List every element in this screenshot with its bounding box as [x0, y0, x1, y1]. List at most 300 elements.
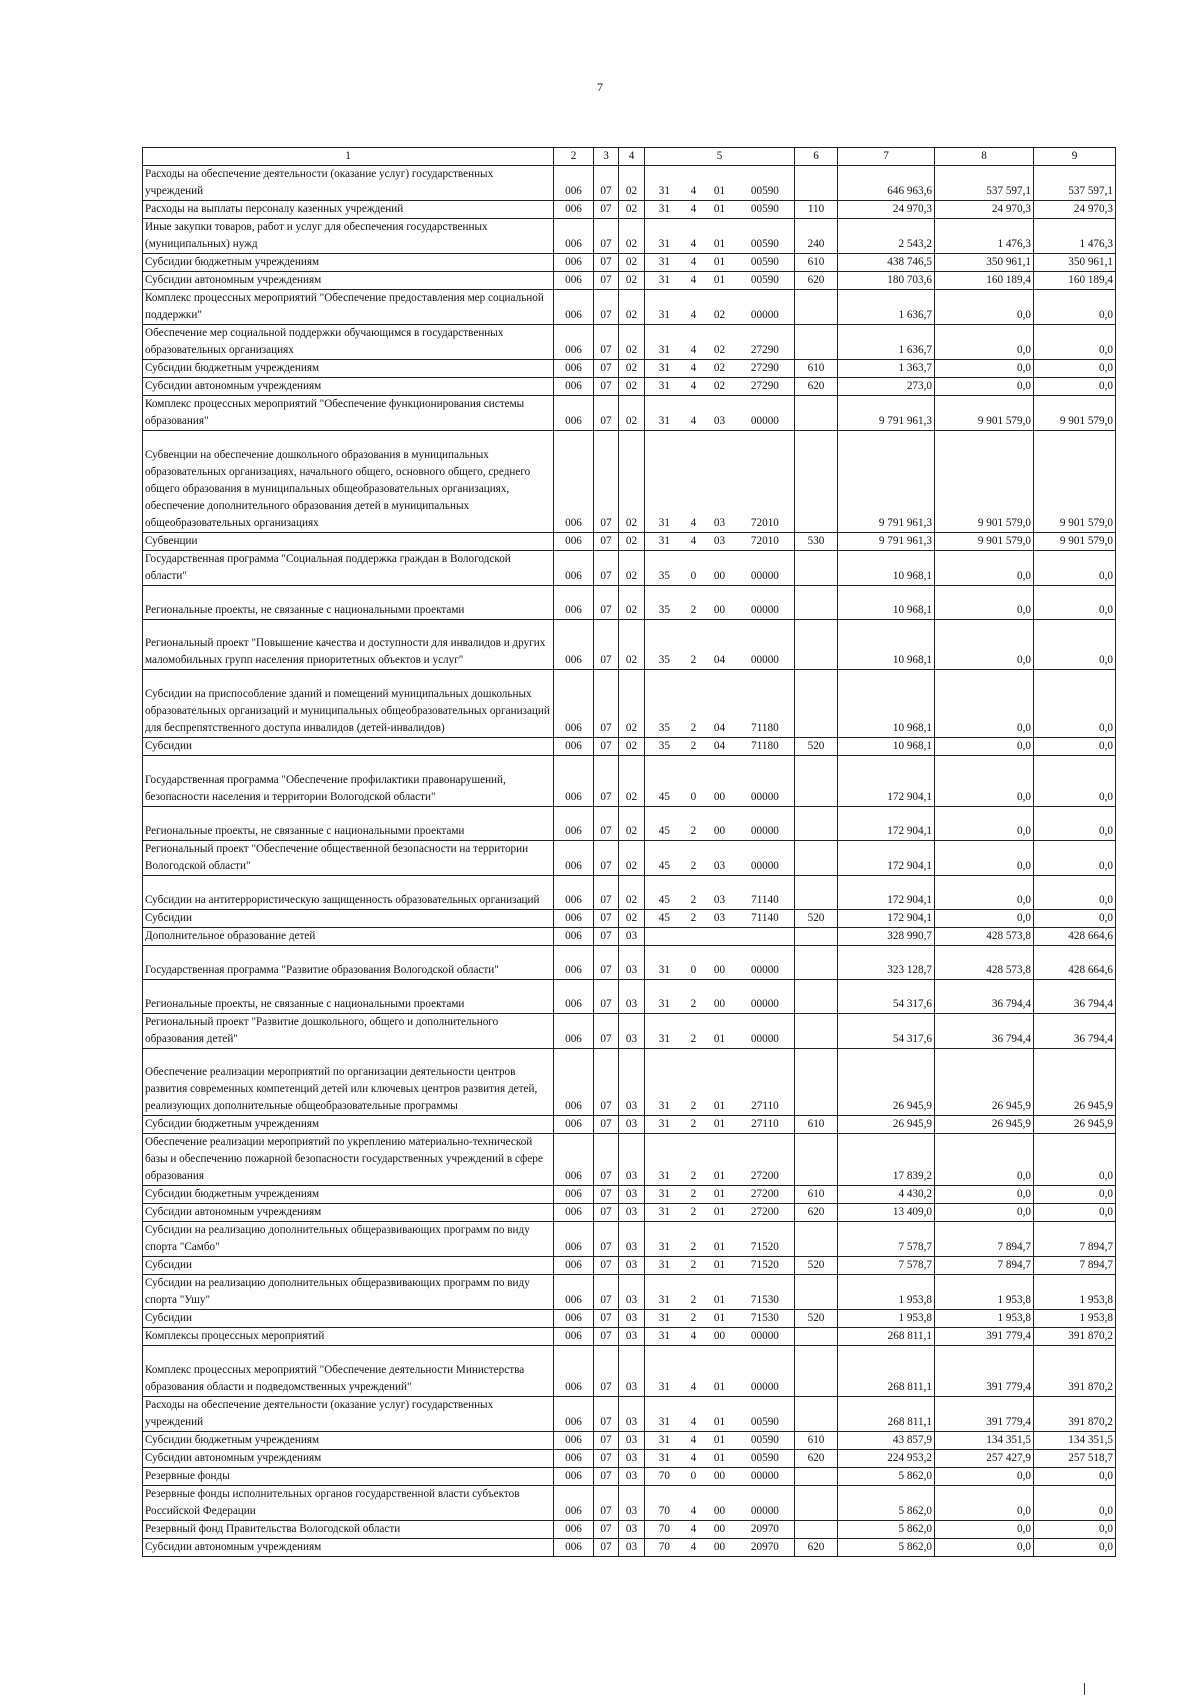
- target-article-part: 4: [690, 380, 697, 392]
- subsection-code: 02: [619, 378, 645, 396]
- target-article-part: 27290: [750, 380, 779, 392]
- amount-col-7: 268 811,1: [838, 1328, 935, 1346]
- ministry-code: 006: [554, 1468, 594, 1486]
- table-row: [143, 1328, 1116, 1346]
- target-article-code: [645, 1432, 795, 1450]
- amount-col-8: 0,0: [935, 840, 1034, 875]
- ministry-code: 006: [554, 840, 594, 875]
- target-article-code: [645, 166, 795, 201]
- target-article-part: 35: [658, 722, 670, 735]
- expense-type-code: 610: [795, 1432, 838, 1450]
- amount-col-7: 13 409,0: [838, 1204, 935, 1222]
- row-name: Субсидии: [143, 738, 554, 756]
- amount-col-7: 54 317,6: [838, 979, 935, 1013]
- target-article-part: 35: [658, 654, 670, 667]
- amount-col-7: 10 968,1: [838, 585, 935, 619]
- ministry-code: 006: [554, 909, 594, 927]
- amount-col-9: 0,0: [1034, 1134, 1116, 1186]
- expense-type-code: [795, 1397, 838, 1432]
- subsection-code: 02: [619, 254, 645, 272]
- subsection-code: 03: [619, 1048, 645, 1116]
- target-article-part: 27200: [750, 1206, 779, 1219]
- target-article-code: [645, 396, 795, 431]
- row-name: Комплекс процессных мероприятий "Обеспечение функционирования системы образования": [143, 396, 554, 431]
- expense-type-code: 610: [795, 254, 838, 272]
- amount-col-7: 438 746,5: [838, 254, 935, 272]
- amount-col-8: 0,0: [935, 585, 1034, 619]
- target-article-part: 4: [690, 344, 697, 356]
- target-article-part: 31: [658, 1452, 670, 1465]
- target-article-part: 01: [713, 1206, 726, 1219]
- ministry-code: 006: [554, 1328, 594, 1346]
- amount-col-7: 273,0: [838, 378, 935, 396]
- amount-col-9: 0,0: [1034, 585, 1116, 619]
- amount-col-7: 224 953,2: [838, 1450, 935, 1468]
- header-row: [143, 148, 1116, 166]
- amount-col-8: 9 901 579,0: [935, 431, 1034, 533]
- amount-col-8: 7 894,7: [935, 1222, 1034, 1257]
- target-article-part: 45: [658, 824, 670, 837]
- ministry-code: 006: [554, 1116, 594, 1134]
- section-code: 07: [594, 738, 619, 756]
- row-name: Региональный проект "Развитие дошкольного, общего и дополнительного образования детей": [143, 1013, 554, 1048]
- section-code: 07: [594, 550, 619, 585]
- row-name: Субсидии: [143, 1310, 554, 1328]
- section-code: 07: [594, 807, 619, 841]
- section-code: 07: [594, 1222, 619, 1257]
- amount-col-8: 26 945,9: [935, 1116, 1034, 1134]
- target-article-part: 4: [690, 516, 697, 529]
- target-article-part: 01: [713, 1434, 726, 1447]
- amount-col-9: 0,0: [1034, 738, 1116, 756]
- subsection-code: 03: [619, 1257, 645, 1275]
- ministry-code: 006: [554, 1204, 594, 1222]
- target-article-part: 71140: [751, 911, 779, 924]
- expense-type-code: 610: [795, 360, 838, 378]
- section-code: 07: [594, 1257, 619, 1275]
- section-code: 07: [594, 1539, 619, 1557]
- target-article-code: [645, 360, 795, 378]
- table-row: [143, 1450, 1116, 1468]
- target-article-part: 2: [690, 1312, 697, 1325]
- amount-col-7: 5 862,0: [838, 1468, 935, 1486]
- target-article-part: 31: [658, 516, 670, 529]
- expense-type-code: [795, 807, 838, 841]
- target-article-part: 04: [713, 722, 726, 735]
- section-code: 07: [594, 1397, 619, 1432]
- target-article-part: 31: [658, 1118, 670, 1131]
- row-name: Обеспечение реализации мероприятий по организации деятельности центров развития современных компетенций детей или ключевых центров развития детей, реализующих дополнительные общеобразовательные программы: [143, 1048, 554, 1116]
- target-article-part: 70: [658, 1505, 670, 1518]
- subsection-code: 03: [619, 1013, 645, 1048]
- target-article-code: [645, 1521, 795, 1539]
- subsection-code: 03: [619, 1346, 645, 1397]
- amount-col-8: 26 945,9: [935, 1048, 1034, 1116]
- table-row: [143, 738, 1116, 756]
- amount-col-8: 0,0: [935, 807, 1034, 841]
- target-article-part: 00: [713, 569, 726, 582]
- table-row: [143, 166, 1116, 201]
- target-article-part: 4: [690, 1381, 697, 1394]
- amount-col-7: 10 968,1: [838, 619, 935, 670]
- target-article-part: 2: [690, 1206, 697, 1219]
- amount-col-9: 537 597,1: [1034, 166, 1116, 201]
- target-article-code: [645, 1346, 795, 1397]
- subsection-code: 03: [619, 1204, 645, 1222]
- target-article-part: 2: [690, 722, 697, 735]
- target-article-part: 4: [690, 415, 697, 427]
- target-article-code: [645, 1257, 795, 1275]
- header-cell: 5: [645, 148, 795, 166]
- table-row: [143, 254, 1116, 272]
- target-article-part: 20970: [750, 1541, 779, 1554]
- section-code: 07: [594, 1310, 619, 1328]
- amount-col-8: 1 953,8: [935, 1310, 1034, 1328]
- section-code: 07: [594, 360, 619, 378]
- subsection-code: 03: [619, 1186, 645, 1204]
- row-name: Субсидии бюджетным учреждениям: [143, 1432, 554, 1450]
- target-article-part: 2: [690, 603, 697, 616]
- table-row: [143, 909, 1116, 927]
- table-row: [143, 1257, 1116, 1275]
- target-article-part: 04: [713, 740, 726, 753]
- subsection-code: 02: [619, 431, 645, 533]
- amount-col-9: 36 794,4: [1034, 1013, 1116, 1048]
- expense-type-code: [795, 1275, 838, 1310]
- amount-col-7: 7 578,7: [838, 1257, 935, 1275]
- expense-type-code: [795, 840, 838, 875]
- target-article-code: [645, 1204, 795, 1222]
- ministry-code: 006: [554, 1521, 594, 1539]
- table-row: [143, 550, 1116, 585]
- section-code: 07: [594, 1186, 619, 1204]
- target-article-part: 00590: [750, 256, 779, 268]
- section-code: 07: [594, 1486, 619, 1521]
- target-article-part: 01: [713, 1312, 726, 1325]
- target-article-part: 01: [713, 256, 726, 268]
- target-article-part: 01: [713, 238, 726, 250]
- target-article-part: 00: [713, 1470, 726, 1483]
- expense-type-code: [795, 979, 838, 1013]
- target-article-part: 31: [658, 1330, 670, 1343]
- amount-col-8: 1 476,3: [935, 219, 1034, 254]
- row-name: Субсидии: [143, 1257, 554, 1275]
- row-name: Субсидии бюджетным учреждениям: [143, 254, 554, 272]
- target-article-part: 35: [658, 740, 670, 753]
- table-row: [143, 360, 1116, 378]
- target-article-part: 70: [658, 1523, 670, 1536]
- target-article-part: 4: [690, 256, 697, 268]
- expense-type-code: [795, 927, 838, 945]
- table-row: [143, 585, 1116, 619]
- expense-type-code: 520: [795, 738, 838, 756]
- table-row: [143, 396, 1116, 431]
- section-code: 07: [594, 1521, 619, 1539]
- target-article-part: 2: [690, 1032, 697, 1045]
- target-article-part: 00: [713, 963, 726, 976]
- amount-col-8: 391 779,4: [935, 1328, 1034, 1346]
- target-article-code: [645, 1134, 795, 1186]
- target-article-part: 00000: [750, 1330, 779, 1343]
- expense-type-code: [795, 1328, 838, 1346]
- ministry-code: 006: [554, 619, 594, 670]
- ministry-code: 006: [554, 1222, 594, 1257]
- expense-type-code: [795, 945, 838, 979]
- subsection-code: 03: [619, 1468, 645, 1486]
- target-article-part: 01: [713, 185, 726, 197]
- row-name: Субсидии на реализацию дополнительных общеразвивающих программ по виду спорта "Ушу": [143, 1275, 554, 1310]
- target-article-part: 00000: [750, 569, 779, 582]
- target-article-part: 00000: [750, 963, 779, 976]
- target-article-part: 31: [658, 534, 670, 547]
- target-article-part: 31: [658, 1206, 670, 1219]
- amount-col-7: 268 811,1: [838, 1346, 935, 1397]
- subsection-code: 03: [619, 1539, 645, 1557]
- amount-col-7: 4 430,2: [838, 1186, 935, 1204]
- target-article-part: 00: [713, 1505, 726, 1518]
- amount-col-8: 0,0: [935, 875, 1034, 909]
- amount-col-8: 0,0: [935, 909, 1034, 927]
- table-row: [143, 219, 1116, 254]
- section-code: 07: [594, 1328, 619, 1346]
- expense-type-code: [795, 1013, 838, 1048]
- section-code: 07: [594, 1116, 619, 1134]
- target-article-part: 00000: [750, 1381, 779, 1394]
- target-article-part: 00590: [750, 203, 779, 215]
- target-article-part: 31: [658, 274, 670, 286]
- target-article-code: [645, 738, 795, 756]
- section-code: 07: [594, 1048, 619, 1116]
- target-article-part: 31: [658, 1188, 670, 1201]
- table-row: [143, 756, 1116, 807]
- table-row: [143, 201, 1116, 219]
- amount-col-9: 9 901 579,0: [1034, 396, 1116, 431]
- amount-col-7: 268 811,1: [838, 1397, 935, 1432]
- target-article-part: 72010: [750, 516, 779, 529]
- amount-col-9: 1 953,8: [1034, 1310, 1116, 1328]
- target-article-part: 31: [658, 362, 670, 374]
- target-article-code: [645, 756, 795, 807]
- subsection-code: 02: [619, 756, 645, 807]
- section-code: 07: [594, 585, 619, 619]
- target-article-part: 00: [713, 1541, 726, 1554]
- target-article-part: 27110: [751, 1118, 779, 1131]
- target-article-part: 2: [690, 893, 697, 906]
- amount-col-9: 0,0: [1034, 1539, 1116, 1557]
- target-article-part: 31: [658, 1259, 670, 1272]
- target-article-part: 2: [690, 1259, 697, 1272]
- ministry-code: 006: [554, 1486, 594, 1521]
- target-article-part: 45: [658, 893, 670, 906]
- target-article-part: 4: [690, 534, 697, 547]
- section-code: 07: [594, 1204, 619, 1222]
- expense-type-code: [795, 396, 838, 431]
- row-name: Субсидии: [143, 909, 554, 927]
- amount-col-9: 9 901 579,0: [1034, 431, 1116, 533]
- target-article-part: 03: [713, 911, 726, 924]
- amount-col-8: 391 779,4: [935, 1346, 1034, 1397]
- target-article-part: 4: [690, 238, 697, 250]
- row-name: Резервные фонды: [143, 1468, 554, 1486]
- amount-col-9: 0,0: [1034, 875, 1116, 909]
- amount-col-7: 10 968,1: [838, 738, 935, 756]
- amount-col-8: 350 961,1: [935, 254, 1034, 272]
- row-name: Обеспечение реализации мероприятий по укреплению материально-технической базы и обеспечению пожарной безопасности государственных учреждений в сфере образования: [143, 1134, 554, 1186]
- target-article-part: 00000: [750, 824, 779, 837]
- ministry-code: 006: [554, 360, 594, 378]
- expense-type-code: 530: [795, 532, 838, 550]
- amount-col-7: 1 953,8: [838, 1275, 935, 1310]
- row-name: Субсидии на приспособление зданий и помещений муниципальных дошкольных образовательных организаций и муниципальных общеобразовательных организаций для беспрепятственного доступа инвалидов (детей-инвалидов): [143, 670, 554, 738]
- target-article-part: 70: [658, 1541, 670, 1554]
- target-article-part: 03: [713, 516, 726, 529]
- page-number: 7: [597, 80, 603, 94]
- amount-col-9: 391 870,2: [1034, 1397, 1116, 1432]
- target-article-part: 00000: [750, 791, 779, 804]
- target-article-part: 01: [713, 1452, 726, 1465]
- target-article-code: [645, 1450, 795, 1468]
- subsection-code: 02: [619, 585, 645, 619]
- ministry-code: 006: [554, 1346, 594, 1397]
- ministry-code: 006: [554, 738, 594, 756]
- table-row: [143, 619, 1116, 670]
- expense-type-code: [795, 431, 838, 533]
- ministry-code: 006: [554, 166, 594, 201]
- amount-col-7: 646 963,6: [838, 166, 935, 201]
- row-name: Региональные проекты, не связанные с национальными проектами: [143, 979, 554, 1013]
- target-article-part: 71180: [751, 740, 779, 753]
- section-code: 07: [594, 1432, 619, 1450]
- expense-type-code: 240: [795, 219, 838, 254]
- subsection-code: 03: [619, 1432, 645, 1450]
- amount-col-9: 0,0: [1034, 325, 1116, 360]
- subsection-code: 03: [619, 1450, 645, 1468]
- ministry-code: 006: [554, 670, 594, 738]
- target-article-code: [645, 1048, 795, 1116]
- amount-col-9: 134 351,5: [1034, 1432, 1116, 1450]
- amount-col-7: 172 904,1: [838, 909, 935, 927]
- subsection-code: 03: [619, 1486, 645, 1521]
- target-article-part: 27200: [750, 1188, 779, 1201]
- section-code: 07: [594, 945, 619, 979]
- row-name: Субсидии автономным учреждениям: [143, 272, 554, 290]
- table-row: [143, 1186, 1116, 1204]
- subsection-code: 02: [619, 670, 645, 738]
- target-article-part: 31: [658, 1381, 670, 1394]
- target-article-part: 27290: [750, 362, 779, 374]
- target-article-part: 2: [690, 1241, 697, 1254]
- amount-col-9: 0,0: [1034, 619, 1116, 670]
- target-article-part: 00: [713, 791, 726, 804]
- expense-type-code: 520: [795, 1257, 838, 1275]
- amount-col-7: 10 968,1: [838, 550, 935, 585]
- expense-type-code: 620: [795, 272, 838, 290]
- ministry-code: 006: [554, 807, 594, 841]
- row-name: Субсидии бюджетным учреждениям: [143, 1116, 554, 1134]
- expense-type-code: 620: [795, 378, 838, 396]
- target-article-part: 4: [690, 1505, 697, 1518]
- row-name: Комплексы процессных мероприятий: [143, 1328, 554, 1346]
- target-article-part: 31: [658, 1434, 670, 1447]
- row-name: Комплекс процессных мероприятий "Обеспечение деятельности Министерства образования области и подведомственных учреждений": [143, 1346, 554, 1397]
- row-name: Субсидии автономным учреждениям: [143, 378, 554, 396]
- amount-col-8: 0,0: [935, 756, 1034, 807]
- section-code: 07: [594, 670, 619, 738]
- target-article-part: 01: [713, 1188, 726, 1201]
- row-name: Расходы на обеспечение деятельности (оказание услуг) государственных учреждений: [143, 166, 554, 201]
- header-cell: 4: [619, 148, 645, 166]
- expense-type-code: 610: [795, 1116, 838, 1134]
- target-article-part: 2: [690, 740, 697, 753]
- row-name: Субвенции на обеспечение дошкольного образования в муниципальных образовательных организациях, начального общего, основного общего, среднего общего образования в муниципальных общеобразовательных организациях, обеспечение дополнительного образования детей в муниципальных общеобразовательных организациях: [143, 431, 554, 533]
- expense-type-code: [795, 619, 838, 670]
- row-name: Субсидии на антитеррористическую защищенность образовательных организаций: [143, 875, 554, 909]
- amount-col-7: 323 128,7: [838, 945, 935, 979]
- amount-col-9: 26 945,9: [1034, 1048, 1116, 1116]
- target-article-part: 31: [658, 1032, 670, 1045]
- table-row: [143, 431, 1116, 533]
- page-edge-mark: [1084, 1683, 1085, 1695]
- section-code: 07: [594, 1275, 619, 1310]
- amount-col-7: 172 904,1: [838, 840, 935, 875]
- amount-col-9: 257 518,7: [1034, 1450, 1116, 1468]
- ministry-code: 006: [554, 1275, 594, 1310]
- amount-col-8: 537 597,1: [935, 166, 1034, 201]
- target-article-part: 45: [658, 791, 670, 804]
- amount-col-7: 5 862,0: [838, 1486, 935, 1521]
- subsection-code: 03: [619, 1328, 645, 1346]
- target-article-part: 00000: [750, 654, 779, 667]
- target-article-part: 4: [690, 1416, 697, 1429]
- ministry-code: 006: [554, 585, 594, 619]
- target-article-part: 00000: [750, 997, 779, 1010]
- target-article-code: [645, 1116, 795, 1134]
- target-article-part: 2: [690, 1100, 697, 1113]
- target-article-code: [645, 670, 795, 738]
- amount-col-8: 0,0: [935, 550, 1034, 585]
- row-name: Расходы на обеспечение деятельности (оказание услуг) государственных учреждений: [143, 1397, 554, 1432]
- target-article-part: 31: [658, 1416, 670, 1429]
- target-article-code: [645, 1013, 795, 1048]
- table-row: [143, 945, 1116, 979]
- subsection-code: 02: [619, 396, 645, 431]
- header-cell: 7: [838, 148, 935, 166]
- section-code: 07: [594, 272, 619, 290]
- expense-type-code: 620: [795, 1204, 838, 1222]
- ministry-code: 006: [554, 979, 594, 1013]
- subsection-code: 02: [619, 619, 645, 670]
- target-article-part: 70: [658, 1470, 670, 1483]
- target-article-part: 02: [713, 380, 726, 392]
- table-row: [143, 840, 1116, 875]
- target-article-part: 31: [658, 963, 670, 976]
- subsection-code: 02: [619, 272, 645, 290]
- amount-col-7: 26 945,9: [838, 1048, 935, 1116]
- target-article-part: 00000: [750, 415, 779, 427]
- target-article-part: 01: [713, 203, 726, 215]
- target-article-code: [645, 550, 795, 585]
- amount-col-8: 0,0: [935, 670, 1034, 738]
- amount-col-9: 0,0: [1034, 840, 1116, 875]
- section-code: 07: [594, 254, 619, 272]
- section-code: 07: [594, 979, 619, 1013]
- amount-col-9: 350 961,1: [1034, 254, 1116, 272]
- section-code: 07: [594, 166, 619, 201]
- target-article-part: 03: [713, 859, 726, 872]
- amount-col-9: 0,0: [1034, 1186, 1116, 1204]
- row-name: Субсидии на реализацию дополнительных общеразвивающих программ по виду спорта "Самбо": [143, 1222, 554, 1257]
- amount-col-8: 36 794,4: [935, 979, 1034, 1013]
